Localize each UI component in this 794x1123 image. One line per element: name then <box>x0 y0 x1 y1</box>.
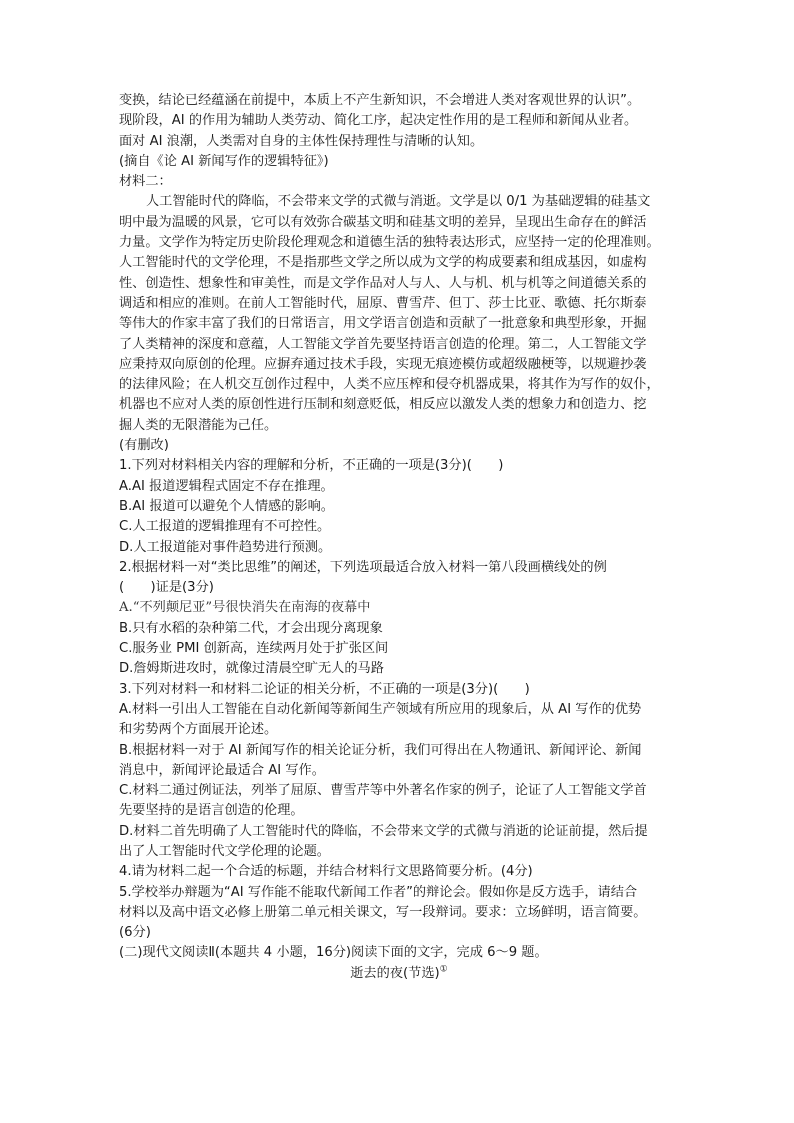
passage-title-text: 逝去的夜(节选) <box>350 965 440 981</box>
text-line: 4.请为材料二起一个合适的标题，并结合材料行文思路简要分析。(4分) <box>119 864 533 880</box>
text-line: 和劣势两个方面展开论述。 <box>119 722 278 738</box>
text-line: (二)现代文阅读Ⅱ(本题共 4 小题，16分)阅读下面的文字，完成 6～9 题。 <box>119 945 548 961</box>
text-line: D.人工报道能对事件趋势进行预测。 <box>119 539 332 555</box>
text-line: 面对 AI 浪潮，人类需对自身的主体性保持理性与清晰的认知。 <box>119 133 484 149</box>
text-line: D.材料二首先明确了人工智能时代的降临，不会带来文学的式微与消逝的论证前提，然后提 <box>119 823 648 839</box>
text-line: 出了人工智能时代文学伦理的论题。 <box>119 843 330 859</box>
text-line: 力量。文学作为特定历史阶段伦理观念和道德生活的独特表达形式，应坚持一定的伦理准则。 <box>119 235 660 251</box>
text-line: 人工智能时代的降临，不会带来文学的式微与消逝。文学是以 0/1 为基础逻辑的硅基文 <box>146 194 651 210</box>
text-line: 明中最为温暖的风景，它可以有效弥合碳基文明和硅基文明的差异，呈现出生命存在的鲜活 <box>119 214 647 230</box>
text-line: (6分) <box>119 925 151 941</box>
text-line: 应秉持双向原创的伦理。应摒弃通过技术手段，实现无痕迹模仿或超级融梗等，以规避抄袭 <box>119 356 647 372</box>
passage-title <box>119 964 679 984</box>
text-line: B.根据材料一对于 AI 新闻写作的相关论证分析，我们可得出在人物通讯、新闻评论、新闻 <box>119 742 642 758</box>
text-line: 机器也不应对人类的原创性进行压制和刻意贬低，相反应以激发人类的想象力和创造力、挖 <box>119 397 647 413</box>
text-line: 的法律风险；在人机交互创作过程中，人类不应压榨和侵夺机器成果，将其作为写作的奴仆， <box>119 377 660 393</box>
text-line: D.詹姆斯进攻时，就像过清晨空旷无人的马路 <box>119 661 384 677</box>
text-line: 3.下列对材料一和材料二论证的相关分析，不正确的一项是(3分)( ) <box>119 681 530 697</box>
text-line: C.服务业 PMI 创新高，连续两月处于扩张区间 <box>119 641 389 657</box>
document-body <box>119 91 679 984</box>
text-line: C.材料二通过例证法，列举了屈原、曹雪芹等中外著名作家的例子，论证了人工智能文学首 <box>119 783 647 799</box>
text-line: (摘自《论 AI 新闻写作的逻辑特征》) <box>119 153 329 169</box>
text-line: 2.根据材料一对“类比思维”的阐述，下列选项最适合放入材料一第八段画横线处的例 <box>119 559 607 575</box>
text-line: 消息中，新闻评论最适合 AI 写作。 <box>119 762 325 778</box>
text-line: 掘人类的无限潜能为己任。 <box>119 417 278 433</box>
text-line: 等伟大的作家丰富了我们的日常语言，用文学语言创造和贡献了一批意象和典型形象，开掘 <box>119 316 647 332</box>
footnote-mark: ① <box>439 964 448 975</box>
text-line: 先要坚持的是语言创造的伦理。 <box>119 803 304 819</box>
text-line: A.AI 报道逻辑程式固定不存在推理。 <box>119 478 334 494</box>
text-line: 调适和相应的准则。在前人工智能时代，屈原、曹雪芹、但丁、莎士比亚、歌德、托尔斯泰 <box>119 295 647 311</box>
text-line: 现阶段，AI 的作用为辅助人类劳动、简化工序，起决定性作用的是工程师和新闻从业者。 <box>119 113 638 129</box>
text-line: 5.学校举办辩题为“AI 写作能不能取代新闻工作者”的辩论会。假如你是反方选手，请结合 <box>119 884 638 900</box>
text-line: ( )证是(3分) <box>119 580 214 596</box>
text-line: 性、创造性、想象性和审美性，而是文学作品对人与人、人与机、机与机等之间道德关系的 <box>119 275 647 291</box>
text-line: 人工智能时代的文学伦理，不是指那些文学之所以成为文学的构成要素和组成基因，如虚构 <box>119 255 647 271</box>
text-line: 了人类精神的深度和意蕴，人工智能文学首先要坚持语言创造的伦理。第二，人工智能文学 <box>119 336 647 352</box>
text-line: C.人工报道的逻辑推理有不可控性。 <box>119 519 331 535</box>
text-line: 1.下列对材料相关内容的理解和分析，不正确的一项是(3分)( ) <box>119 458 504 474</box>
text-line: A.材料一引出人工智能在自动化新闻等新闻生产领域有所应用的现象后，从 AI 写作的优势 <box>119 701 642 717</box>
text-line: 变换，结论已经蕴涵在前提中，本质上不产生新知识，不会增进人类对客观世界的认识”。 <box>119 93 641 108</box>
text-line: B.AI 报道可以避免个人情感的影响。 <box>119 498 334 514</box>
text-line: A.“不列颠尼亚”号很快消失在南海的夜幕中 <box>119 600 371 616</box>
text-line: 材料二： <box>119 174 172 190</box>
text-line: B.只有水稻的杂种第二代，才会出现分离现象 <box>119 620 383 636</box>
text-line: (有删改) <box>119 438 169 454</box>
text-line: 材料以及高中语文必修上册第二单元相关课文，写一段辩词。要求：立场鲜明，语言简要。 <box>119 904 647 920</box>
